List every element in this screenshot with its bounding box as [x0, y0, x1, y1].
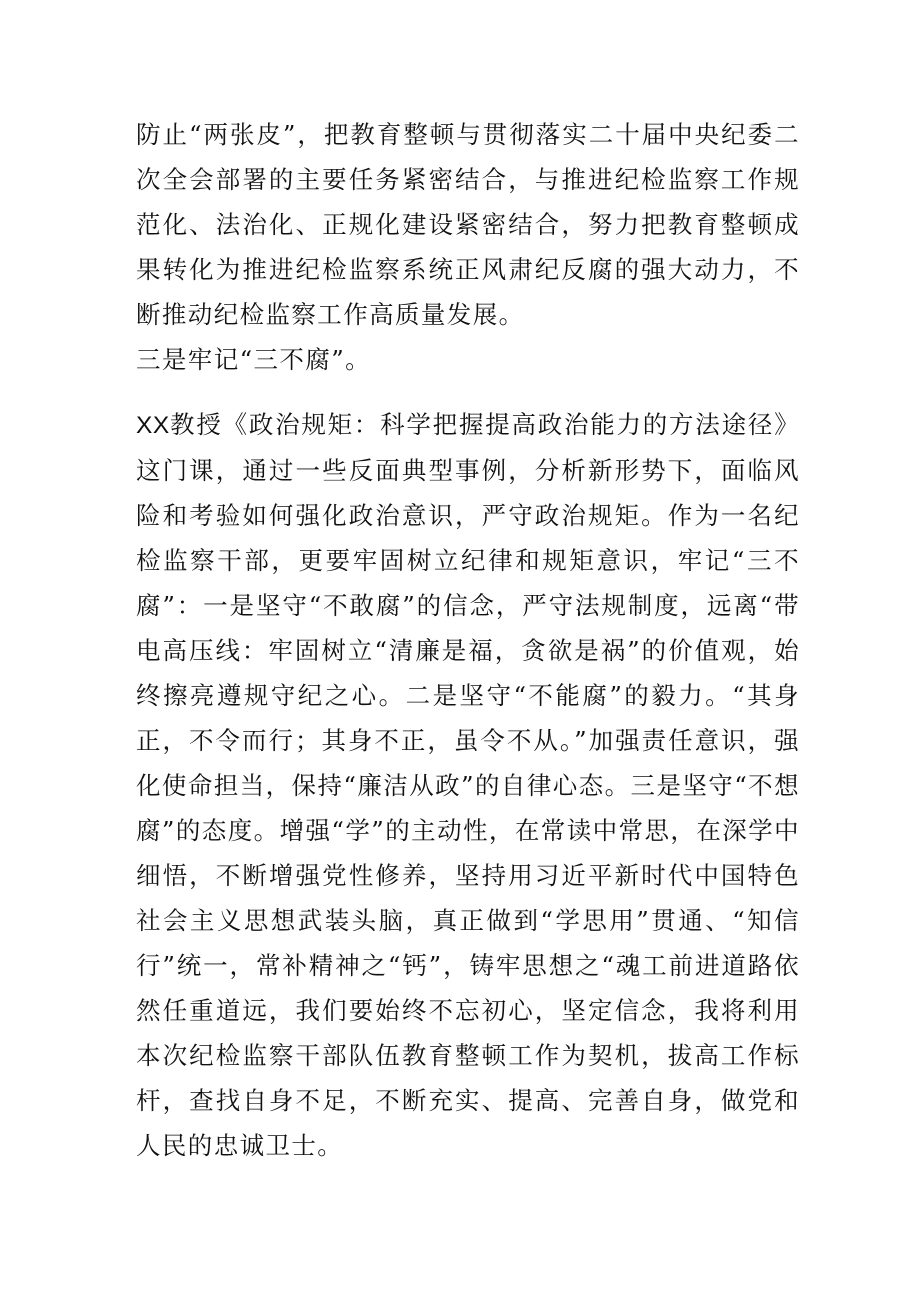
professor-name-placeholder: XX	[136, 412, 170, 439]
paragraph-course-reflection	[136, 402, 800, 1168]
paragraph-continuation: 防止“两张皮”，把教育整顿与贯彻落实二十届中央纪委二次全会部署的主要任务紧密结合，与推进纪检监察工作规范化、法治化、正规化建设紧密结合，努力把教育整顿成果转化为推进纪检监察系统正风肃纪反腐的强大动力，不断推动纪检监察工作高质量发展。	[136, 120, 800, 329]
paragraph-course-reflection-body: 教授《政治规矩：科学把握提高政治能力的方法途径》这门课，通过一些反面典型事例，分析新形势下，面临风险和考验如何强化政治意识，严守政治规矩。作为一名纪检监察干部，更要牢固树立纪律和规矩意识，牢记“三不腐”：一是坚守“不敢腐”的信念，严守法规制度，远离“带电高压线：牢固树立“清廉是福，贪欲是祸”的价值观，始终擦亮遵规守纪之心。二是坚守“不能腐”的毅力。“其身正，不令而行；其身不正，虽令不从。”加强责任意识，强化使命担当，保持“廉洁从政”的自律心态。三是坚守“不想腐”的态度。增强“学”的主动性，在常读中常思，在深学中细悟，不断增强党性修养，坚持用习近平新时代中国特色社会主义思想武装头脑，真正做到“学思用”贯通、“知信行”统一，常补精神之“钙”，铸牢思想之“魂工前进道路依然任重道远，我们要始终不忘初心，坚定信念，我将利用本次纪检监察干部队伍教育整顿工作为契机，拔高工作标杆，查找自身不足，不断充实、提高、完善自身，做党和人民的忠诚卫士。	[136, 410, 800, 1160]
section-heading-three-no-corruption: 三是牢记“三不腐”。	[136, 345, 372, 374]
